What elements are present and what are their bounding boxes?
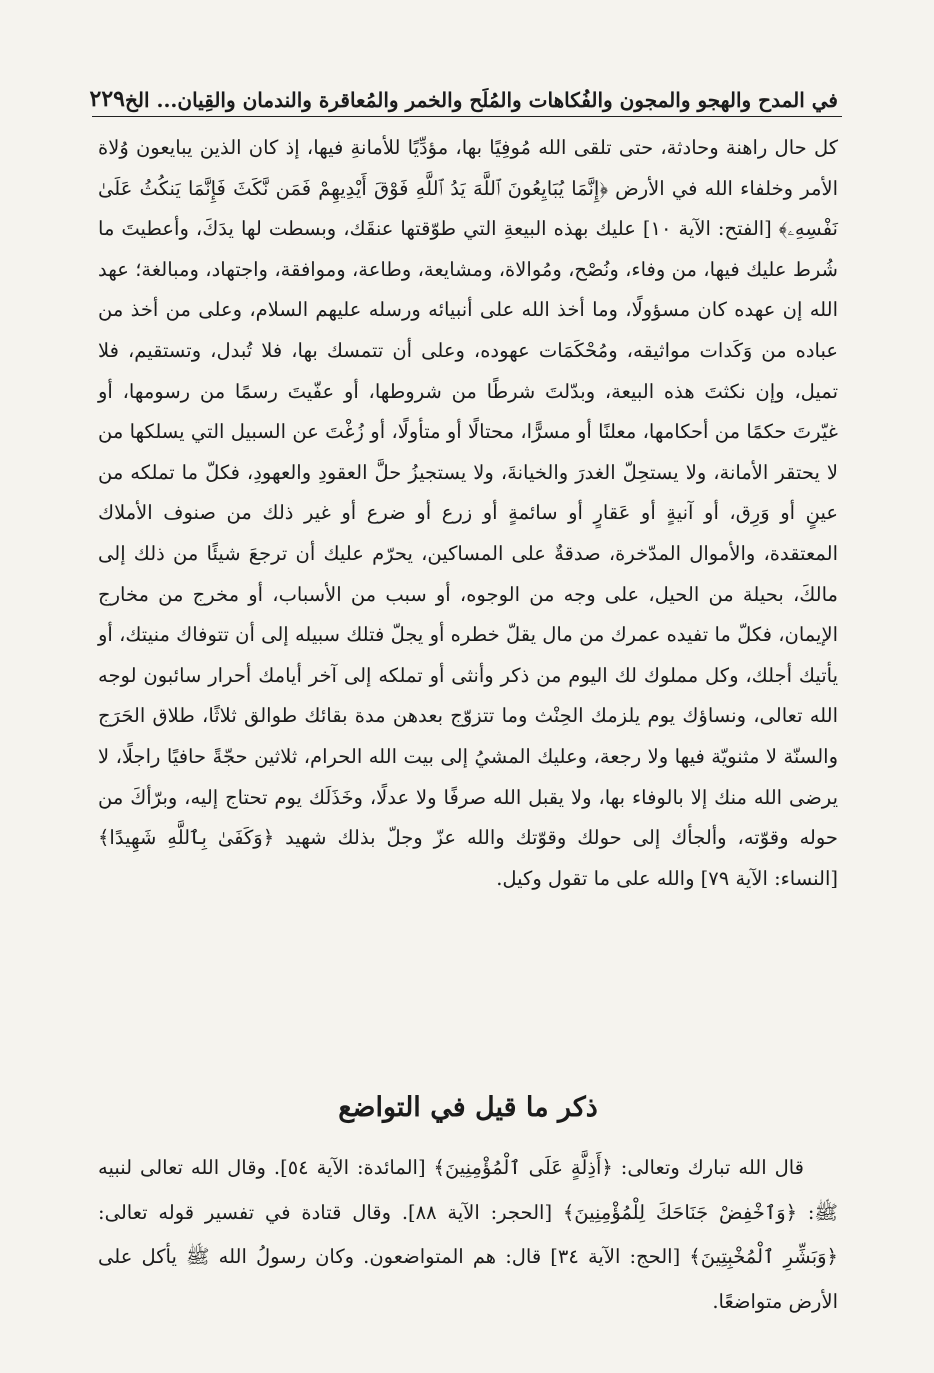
body-paragraph-1: كل حال راهنة وحادثة، حتى تلقى الله مُوفِيًا بها، مؤدِّيًا للأمانةِ فيها، إذ كان الذين يبايعون وُلاة الأمر وخلفاء الله في الأرض ﴿إِنَّمَا يُبَايِعُونَ ٱللَّهَ يَدُ ٱللَّهِ فَوْقَ أَيْدِيهِمْ فَمَن نَّكَثَ فَإِنَّمَا يَنكُثُ عَلَىٰ نَفْسِهِۦ﴾ [الفتح: الآية ١٠] عليك بهذه البيعةِ التي طوّقتها عنقَك، وبسطت لها يدَكَ، وأعطيتَ ما شُرط عليك فيها، من وفاء، ونُصْح، ومُوالاة، ومشايعة، وطاعة، وموافقة، واجتهاد، ومبالغة؛ عهد الله إن عهده كان مسؤولًا، وما أخذ الله على أنبيائه ورسله عليهم السلام، وعلى من أخذ من عباده من وَكَدات مواثيقه، ومُحْكَمَات عهوده، وعلى أن تتمسك بها، فلا تُبدل، وتستقيم، فلا تميل، وإن نكثتَ هذه البيعة، وبدّلتَ شرطًا من شروطها، أو عفّيتَ رسمًا من رسومها، أو غيّرتَ حكمًا من أحكامها، معلنًا أو مسرًّا، محتالًا أو متأولًا، أو زُغْتَ عن السبيل التي يسلكها من لا يحتقر الأمانة، ولا يستحِلّ الغدرَ والخيانةَ، ولا يستجيزُ حلَّ العقودِ والعهودِ، فكلّ ما تملكه من عينٍ أو وَرِق، أو آنيةٍ أو عَقارٍ أو سائمةٍ أو زرع أو ضرع أو غير ذلك من صنوف الأملاك المعتقدة، والأموال المدّخرة، صدقةٌ على المساكين، يحرّم عليك أن ترجعَ شيئًا من ذلك إلى مالكَ، بحيلة من الحيل، على وجه من الوجوه، أو سبب من الأسباب، أو مخرج من مخارج الإيمان، فكلّ ما تفيده عمرك من مال يقلّ خطره أو يجلّ فتلك سبيله إلى أن تتوفاك منيتك، أو يأتيك أجلك، وكل مملوك لك اليوم من ذكر وأنثى أو تملكه إلى آخر أيامك أحرار سائبون لوجه الله تعالى، ونساؤك يوم يلزمك الحِنْث وما تتزوّج بعدهن مدة بقائك طوالق ثلاثًا، طلاق الحَرَج والسنّة لا مثنويّة فيها ولا رجعة، وعليك المشيُ إلى بيت الله الحرام، ثلاثين حجّةً حافيًا راجلًا، لا يرضى الله منك إلا بالوفاء بها، ولا يقبل الله صرفًا ولا عدلًا، وخَذَلَك يوم تحتاج إليه، وبرّأكَ من حوله وقوّته، وألجأك إلى حولك وقوّتك والله عزّ وجلّ بذلك شهيد ﴿وَكَفَىٰ بِٱللَّهِ شَهِيدًا﴾ [النساء: الآية ٧٩] والله على ما تقول وكيل. [98, 136, 838, 890]
header-title: في المدح والهجو والمجون والفُكاهات والمُلَح والخمر والمُعاقرة والندمان والقِيان... الخ [124, 88, 838, 112]
section-text-block [98, 1146, 838, 1324]
page-number: ٢٢٩ [89, 86, 125, 112]
section-heading: ذكر ما قيل في التواضع [338, 1092, 598, 1123]
header-divider [92, 116, 842, 117]
main-text-block [98, 128, 838, 899]
body-paragraph-2: قال الله تبارك وتعالى: ﴿أَذِلَّةٍ عَلَى ٱلْمُؤْمِنِينَ﴾ [المائدة: الآية ٥٤]. وقال الله تعالى لنبيه ﷺ: ﴿وَٱخْفِضْ جَنَاحَكَ لِلْمُؤْمِنِينَ﴾ [الحجر: الآية ٨٨]. وقال قتادة في تفسير قوله تعالى: ﴿وَبَشِّرِ ٱلْمُخْبِتِينَ﴾ [الحج: الآية ٣٤] قال: هم المتواضعون. وكان رسولُ الله ﷺ يأكل على الأرض متواضعًا. [98, 1156, 838, 1313]
running-header [89, 72, 838, 112]
